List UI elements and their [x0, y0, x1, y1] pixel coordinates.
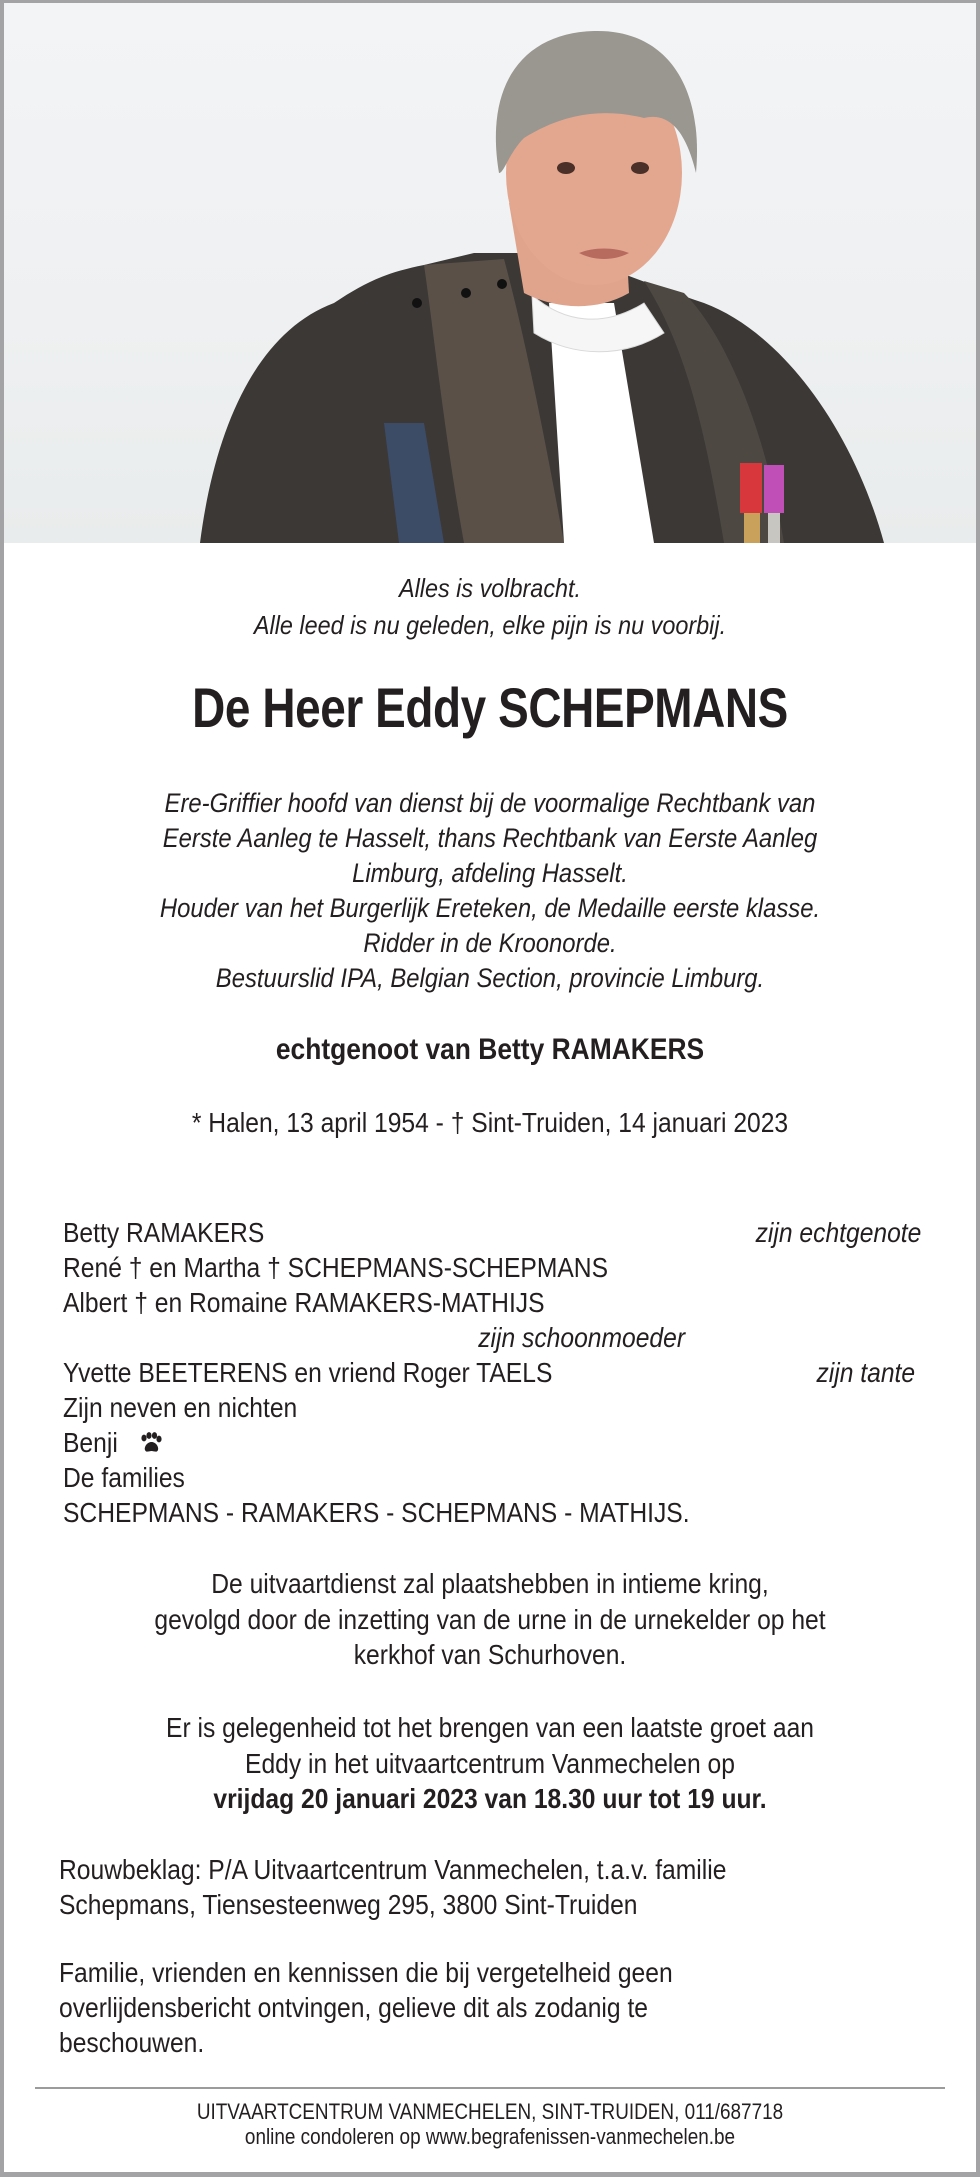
condolence-line: Schepmans, Tiensesteenweg 295, 3800 Sint-Truiden	[59, 1889, 638, 1920]
notice-line: overlijdensbericht ontvingen, gelieve dit als zodanig te	[59, 1992, 648, 2023]
funeral-line: De uitvaartdienst zal plaatshebben in intieme kring,	[211, 1568, 769, 1599]
funeral-info	[62, 1566, 917, 1673]
visitation-info	[62, 1710, 917, 1817]
paw-icon	[139, 1427, 163, 1462]
family-name: Benji	[63, 1427, 118, 1458]
family-row	[63, 1215, 923, 1250]
funeral-line: kerkhof van Schurhoven.	[353, 1639, 627, 1670]
condolence-address	[59, 1852, 851, 1922]
obituary-card	[4, 3, 976, 2172]
portrait-photo	[4, 3, 976, 543]
title-line: Bestuurslid IPA, Belgian Section, provincie Limburg.	[215, 963, 765, 993]
family-name: Betty RAMAKERS	[63, 1217, 265, 1248]
deceased-name: De Heer Eddy SCHEPMANS	[192, 676, 788, 739]
motto-line-2: Alle leed is nu geleden, elke pijn is nu voorbij.	[253, 610, 727, 640]
family-row	[63, 1250, 923, 1285]
titles-block	[53, 786, 928, 996]
family-row	[63, 1425, 923, 1460]
motto	[53, 570, 928, 644]
footer-divider	[35, 2087, 945, 2089]
family-name: René † en Martha † SCHEPMANS-SCHEPMANS	[63, 1252, 609, 1283]
family-row	[63, 1390, 923, 1425]
family-relation: zijn echtgenote	[755, 1217, 921, 1248]
online-condolence-link[interactable]: online condoleren op www.begrafenissen-vanmechelen.be	[244, 2124, 736, 2149]
funeral-home: UITVAARTCENTRUM VANMECHELEN, SINT-TRUIDEN, 011/687718	[196, 2099, 784, 2124]
life-dates: * Halen, 13 april 1954 - † Sint-Truiden, 14 januari 2023	[191, 1107, 789, 1138]
family-row	[63, 1320, 923, 1355]
family-row	[63, 1460, 923, 1495]
family-name: SCHEPMANS - RAMAKERS - SCHEPMANS - MATHIJS.	[63, 1497, 690, 1528]
visitation-line: Er is gelegenheid tot het brengen van een laatste groet aan	[166, 1712, 814, 1743]
title-line: Houder van het Burgerlijk Ereteken, de Medaille eerste klasse.	[159, 893, 821, 923]
motto-line-1: Alles is volbracht.	[398, 573, 582, 603]
title-line: Ridder in de Kroonorde.	[363, 928, 617, 958]
family-relation: zijn tante	[816, 1357, 915, 1388]
portrait-illustration	[4, 3, 976, 543]
title-line: Ere-Griffier hoofd van dienst bij de voormalige Rechtbank van	[164, 788, 816, 818]
title-line: Eerste Aanleg te Hasselt, thans Rechtbank van Eerste Aanleg	[162, 823, 818, 853]
family-row	[63, 1355, 923, 1390]
footer	[72, 2099, 908, 2149]
family-name: De families	[63, 1462, 185, 1493]
notice-line: beschouwen.	[59, 2027, 205, 2058]
condolence-line: Rouwbeklag: P/A Uitvaartcentrum Vanmechelen, t.a.v. familie	[59, 1854, 727, 1885]
notice-line: Familie, vrienden en kennissen die bij vergetelheid geen	[59, 1957, 673, 1988]
spouse-line: echtgenoot van Betty RAMAKERS	[275, 1033, 705, 1066]
family-relation: zijn schoonmoeder	[478, 1322, 685, 1353]
family-list	[63, 1215, 923, 1530]
family-row	[63, 1495, 923, 1530]
family-name: Zijn neven en nichten	[63, 1392, 298, 1423]
visitation-line: Eddy in het uitvaartcentrum Vanmechelen op	[245, 1747, 735, 1779]
visitation-when: vrijdag 20 januari 2023 van 18.30 uur tot 19 uur.	[213, 1783, 767, 1814]
family-name: Albert † en Romaine RAMAKERS-MATHIJS	[63, 1287, 545, 1318]
title-line: Limburg, afdeling Hasselt.	[352, 858, 628, 888]
family-name: Yvette BEETERENS en vriend Roger TAELS	[63, 1357, 553, 1388]
funeral-line: gevolgd door de inzetting van de urne in de urnekelder op het	[154, 1603, 826, 1635]
family-row	[63, 1285, 923, 1320]
notice	[59, 1955, 851, 2060]
